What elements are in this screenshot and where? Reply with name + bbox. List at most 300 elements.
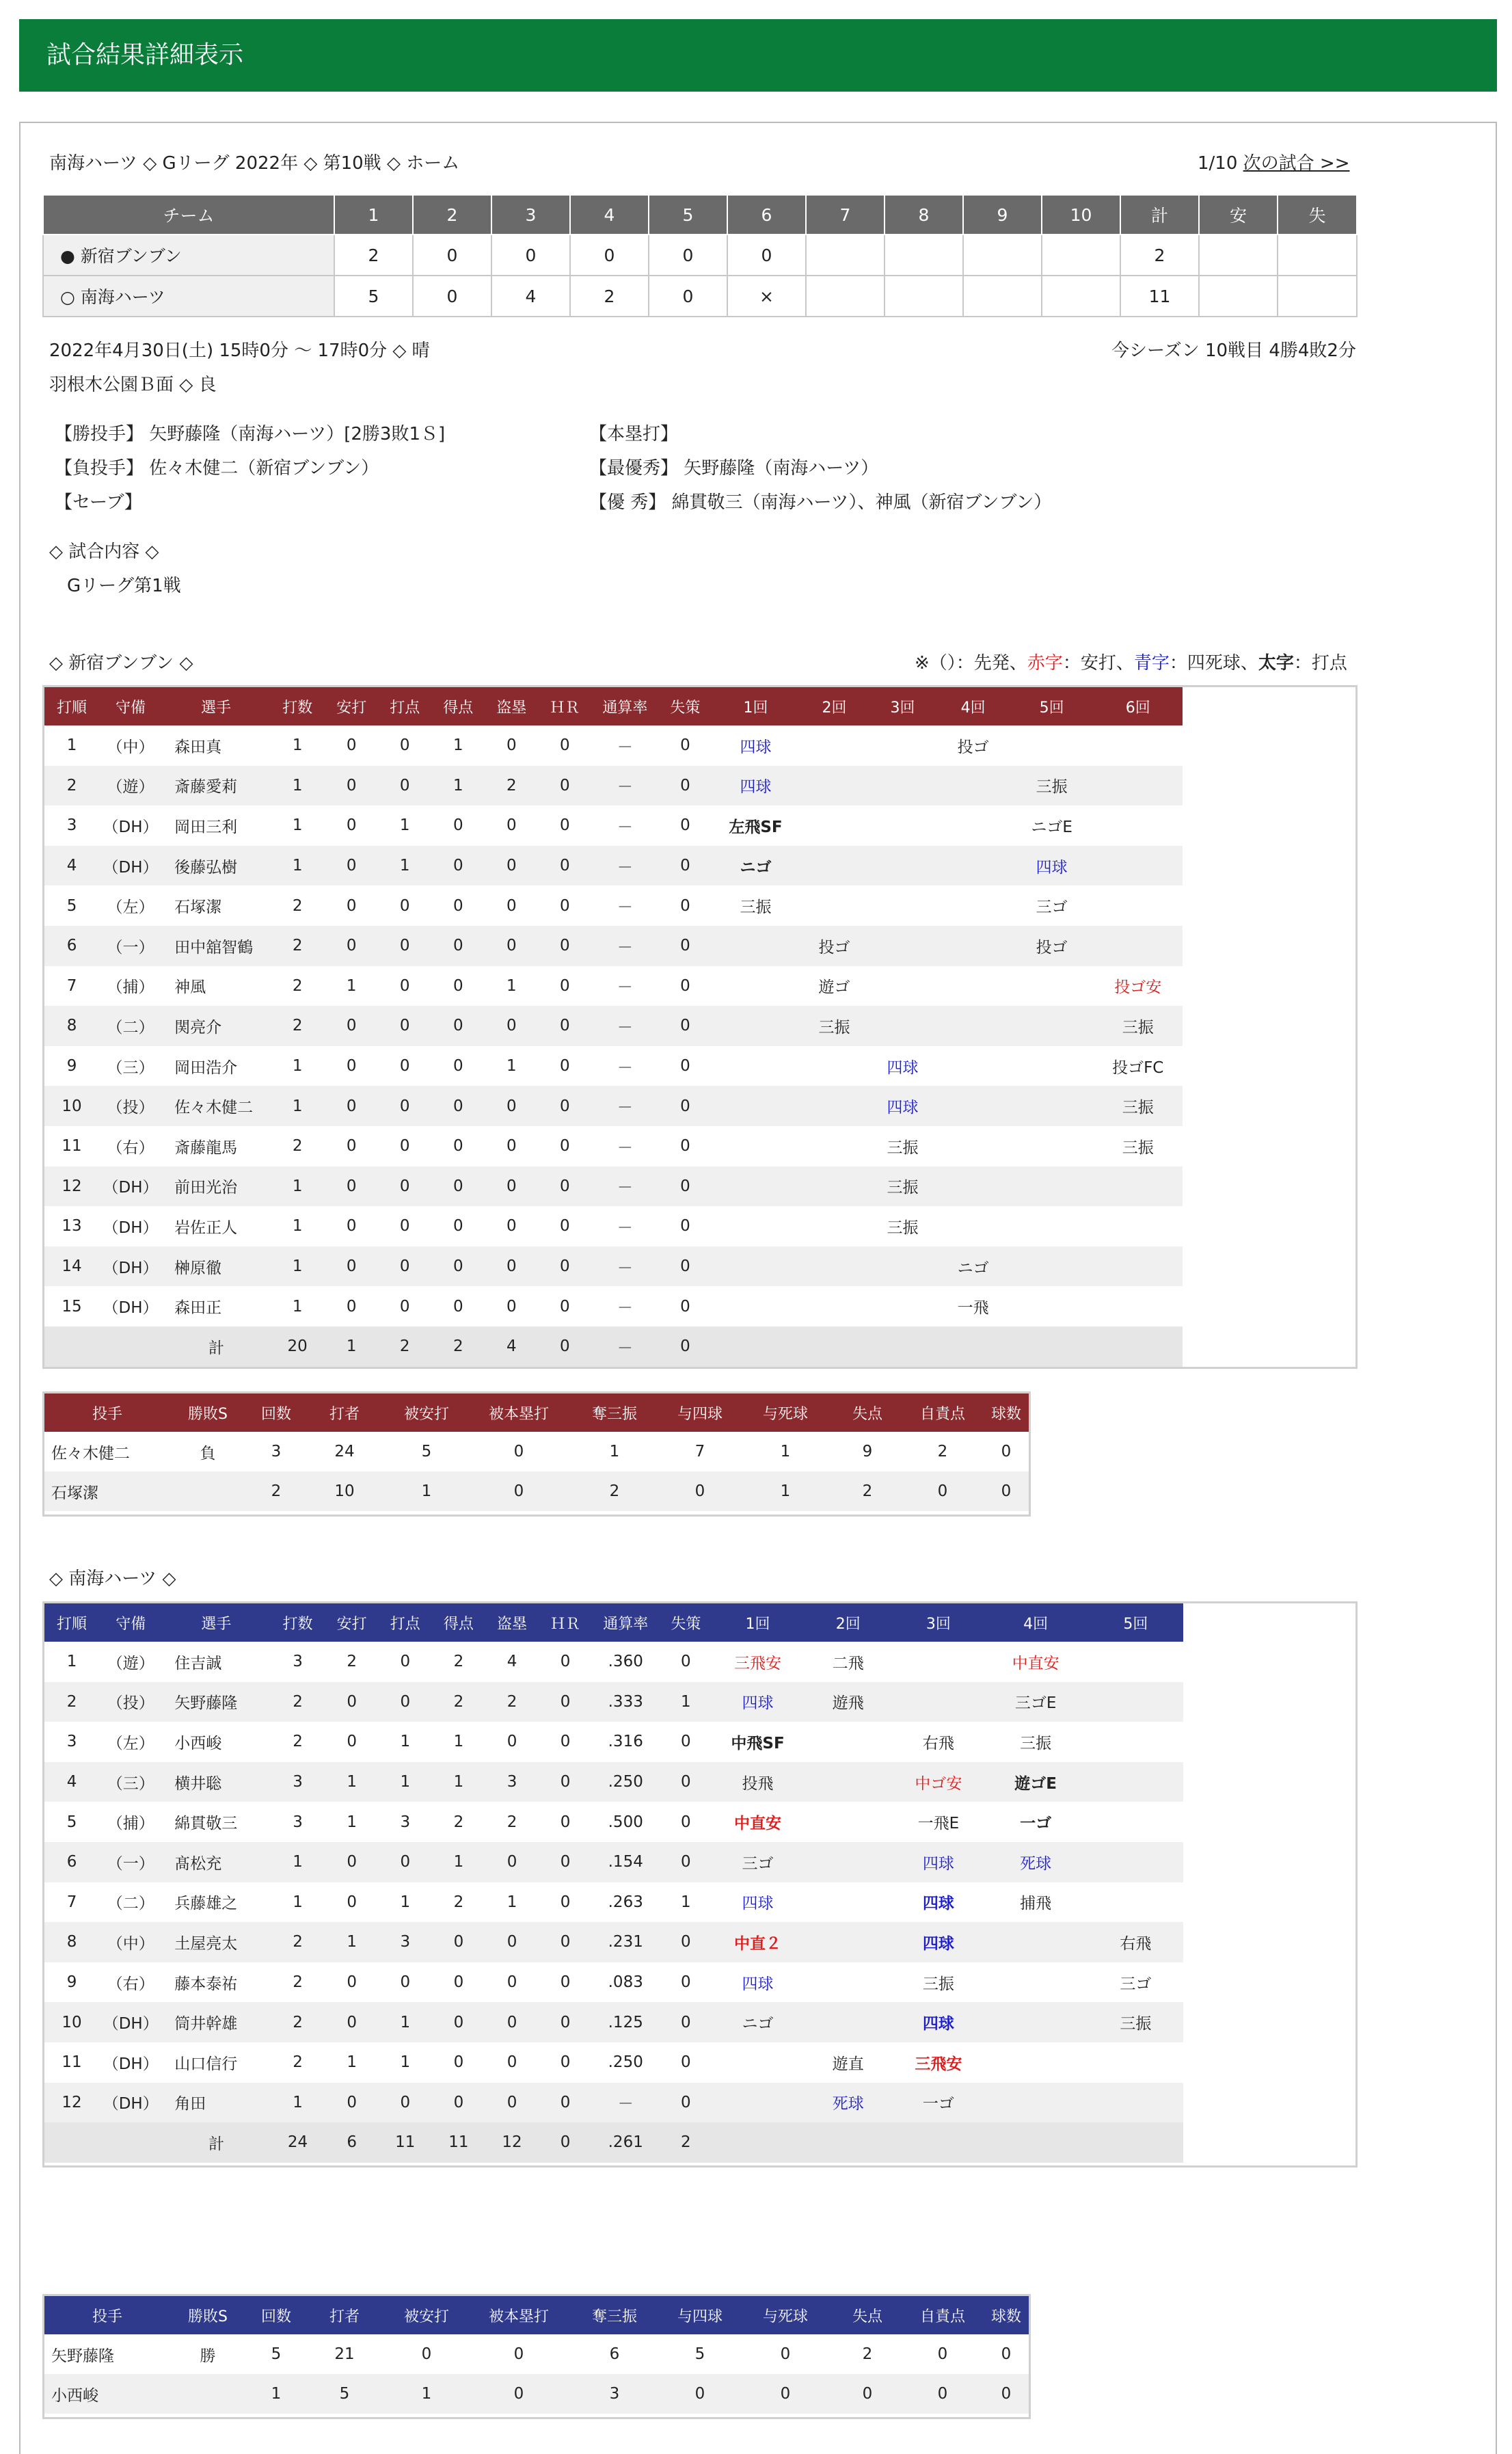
batting-stat: 0: [325, 1842, 379, 1882]
batting-stat: 4: [507, 1653, 517, 1671]
batting-stat: －: [591, 926, 658, 966]
batting-stat: 0: [485, 1006, 538, 1046]
batting-stat: －: [592, 2083, 659, 2123]
game-header-line: 南海ハーツ ◇ Gリーグ 2022年 ◇ 第10戦 ◇ ホーム: [49, 153, 460, 174]
batting-stat: 0: [325, 2083, 379, 2123]
at-bat-result: 四球: [740, 738, 772, 756]
fielding-position: （遊）: [107, 1654, 154, 1672]
at-bat-result: [1094, 885, 1183, 926]
at-bat-result: 投飛: [712, 1762, 802, 1802]
batting-stat: 0: [560, 896, 570, 915]
batting-stat: 1: [399, 816, 410, 835]
batting-stat: 0: [325, 926, 378, 966]
batting-header-cell: 盗塁: [485, 1603, 539, 1642]
pitcher-row: [44, 1432, 1029, 1471]
batting-stat: 0: [680, 1217, 690, 1236]
batter-row: [44, 1722, 1355, 1762]
batting-stat: 0: [347, 1893, 357, 1911]
at-bat-result: [803, 1882, 893, 1923]
pitching-stat: 24: [334, 1443, 355, 1461]
batting-stat: 2: [271, 2002, 325, 2042]
win-pitcher: [55, 423, 445, 446]
batting-stat: 0: [431, 1006, 485, 1046]
pitching-stat: 1: [382, 2374, 471, 2414]
batting-stat: 0: [485, 1922, 539, 1962]
batting-header-cell: ＨＲ: [539, 1603, 592, 1642]
at-bat-result: ニゴE: [1031, 818, 1072, 836]
batting-header-cell: 2回: [799, 687, 869, 725]
fielding-position: （DH）: [103, 2055, 159, 2073]
player-name: 小西峻: [174, 1734, 222, 1752]
batting-stat: 0: [485, 1246, 538, 1287]
batting-stat: 0: [560, 1733, 571, 1751]
at-bat-result: 二飛: [832, 1654, 864, 1672]
batting-total-row: [44, 2122, 1355, 2163]
batting-stat: 0: [538, 766, 591, 806]
batting-stat: 0: [560, 976, 570, 995]
batting-stat: 0: [378, 1166, 431, 1207]
batting-stat: 0: [325, 2002, 379, 2042]
batting-stat: 1: [379, 2002, 432, 2042]
batter-row: [44, 926, 1355, 966]
batting-stat: 0: [681, 1733, 691, 1751]
batting-stat: －: [617, 818, 633, 836]
at-bat-result: [936, 1086, 1010, 1126]
total-empty-cell: [1094, 1326, 1183, 1367]
player-name: 榊原徹: [162, 1246, 270, 1287]
win-pitcher-value: 矢野藤隆（南海ハーツ）[2勝3敗1Ｓ]: [149, 424, 446, 444]
at-bat-result: [869, 846, 936, 886]
batting-stat: 0: [680, 976, 690, 995]
at-bat-result: 三振: [799, 1006, 869, 1046]
at-bat-result: [803, 1962, 893, 2003]
batting-header-cell: 選手: [162, 1603, 270, 1642]
at-bat-result: 中ゴ安: [893, 1762, 984, 1802]
pitching-stat: 0: [1001, 1443, 1012, 1461]
pitcher-row: [44, 2334, 1029, 2374]
pitching-stat: 0: [1001, 2345, 1012, 2363]
scoreboard-score-cell: [1042, 235, 1120, 276]
batting-stat: 0: [658, 1166, 712, 1207]
batting-stat: 0: [325, 1086, 378, 1126]
fielding-position: （捕）: [107, 1815, 154, 1833]
at-bat-result: [869, 1246, 936, 1287]
batting-stat: 0: [681, 1813, 691, 1831]
batting-stat: 0: [506, 736, 517, 755]
scoreboard-score-cell: [885, 276, 963, 317]
batting-stat: .263: [608, 1893, 643, 1911]
total-stat: .261: [592, 2122, 659, 2163]
batting-order: 11: [62, 1137, 82, 1156]
scoreboard-score-cell: 0: [491, 235, 570, 276]
at-bat-result: [799, 805, 869, 846]
batting-stat: .250: [608, 2053, 643, 2072]
batting-stat: 0: [485, 1086, 538, 1126]
at-bat-result: [984, 2083, 1088, 2123]
pitching-stat: 1: [382, 1471, 471, 1511]
batting-stat: 1: [400, 1733, 411, 1751]
at-bat-result: [1094, 1206, 1183, 1246]
at-bat-result: [1010, 1086, 1094, 1126]
at-bat-result: 中直安: [734, 1815, 782, 1833]
at-bat-result: 遊ゴ: [818, 978, 850, 997]
at-bat-result: 中直安: [1012, 1654, 1059, 1672]
batting-stat: 0: [485, 846, 538, 886]
page-title: 試合結果詳細表示: [46, 41, 244, 69]
at-bat-result: [1010, 725, 1094, 766]
player-name: 神風: [174, 978, 206, 997]
pitching-header-cell: 与四球: [662, 1393, 738, 1432]
batting-stat: －: [617, 1299, 633, 1318]
at-bat-result: [712, 1006, 799, 1046]
pitching-stat: 0: [984, 1471, 1029, 1511]
batting-stat: 0: [453, 1973, 464, 1992]
at-bat-result: 捕飛: [1020, 1895, 1052, 1913]
batting-stat: 1: [325, 1762, 379, 1802]
batting-stat: 0: [325, 1246, 378, 1287]
at-bat-result: [936, 966, 1010, 1006]
player-name: 斎藤愛莉: [162, 766, 270, 806]
venue-info: 羽根木公園Ｂ面 ◇ 良: [49, 375, 217, 395]
batting-header-cell: 打順: [44, 1603, 99, 1642]
at-bat-result: [936, 1206, 1010, 1246]
at-bat-result: [803, 2002, 893, 2042]
batting-stat: 0: [680, 1297, 690, 1316]
next-game-link[interactable]: 次の試合 >>: [1243, 153, 1350, 174]
batting-stat: 0: [506, 1297, 517, 1316]
game-pager: [1198, 152, 1350, 175]
batting-stat: 0: [346, 736, 357, 755]
batting-stat: 0: [507, 2053, 517, 2072]
fielding-position: （右）: [107, 1975, 154, 1993]
batting-stat: 0: [485, 2002, 539, 2042]
at-bat-result: [936, 846, 1010, 886]
batting-stat: 0: [659, 1762, 712, 1802]
at-bat-result: [893, 1682, 984, 1722]
batting-stat: 0: [453, 1217, 463, 1236]
batting-order: 6: [44, 1842, 99, 1882]
at-bat-result: 右飛: [922, 1734, 954, 1752]
batting-stat: 2: [292, 896, 303, 915]
batting-stat: 0: [378, 926, 431, 966]
batting-stat: 1: [681, 1893, 691, 1911]
at-bat-result: 三ゴ: [712, 1842, 802, 1882]
batter-row: [44, 1882, 1355, 1923]
batting-stat: 2: [270, 926, 325, 966]
player-name: 髙松充: [162, 1842, 270, 1882]
at-bat-result: 四球: [712, 1682, 802, 1722]
pitching-header-cell: 勝敗S: [170, 2296, 245, 2334]
mvp-label: 【最優秀】: [589, 458, 679, 479]
at-bat-result: 一ゴ: [893, 2083, 984, 2123]
at-bat-result: [869, 805, 936, 846]
batting-stat: 0: [658, 846, 712, 886]
batting-order: 8: [44, 1922, 99, 1962]
at-bat-result: 三ゴE: [984, 1682, 1088, 1722]
batting-order: 9: [66, 1057, 77, 1076]
at-bat-result: 四球: [742, 1975, 774, 1993]
legend-bold: 太字: [1258, 653, 1294, 673]
batting-header-cell: 4回: [936, 687, 1010, 725]
pitching-stat: 0: [902, 1471, 984, 1511]
pitching-stat: 3: [271, 1443, 282, 1461]
at-bat-result: [936, 1046, 1010, 1086]
batting-stat: .250: [592, 1762, 659, 1802]
scoreboard-score-cell: 0: [649, 276, 727, 317]
batting-stat: 1: [378, 846, 431, 886]
batting-stat: 1: [292, 1217, 303, 1236]
scoreboard-header-cell: 6: [727, 195, 806, 235]
at-bat-result: [1010, 1046, 1094, 1086]
batting-stat: 0: [432, 2083, 485, 2123]
batting-stat: 2: [293, 1973, 303, 1992]
batting-stat: 0: [681, 1973, 691, 1992]
batting-order: 5: [66, 896, 77, 915]
batting-stat: －: [617, 1058, 633, 1077]
batting-header-cell: 4回: [984, 1603, 1088, 1642]
at-bat-result: ニゴ: [712, 2002, 802, 2042]
fielding-position: （DH）: [103, 1299, 159, 1318]
batter-row: [44, 1922, 1355, 1962]
batter-row: [44, 805, 1355, 846]
player-name: 関亮介: [162, 1006, 270, 1046]
batting-stat: 0: [432, 2002, 485, 2042]
pitching-header-cell: 奪三振: [567, 2296, 662, 2334]
at-bat-result: [1088, 1882, 1183, 1923]
batting-stat: 0: [399, 1137, 410, 1156]
batting-stat: 0: [325, 1006, 378, 1046]
pitching-header-cell: 奪三振: [567, 1393, 662, 1432]
excellent-players: [589, 491, 1051, 514]
scoreboard-header-cell: 安: [1199, 195, 1278, 235]
batter-row: [44, 1842, 1355, 1882]
pitching-stat: 2: [245, 1471, 307, 1511]
page-header: [19, 19, 1497, 92]
batter-row: [44, 1006, 1355, 1046]
batting-stat: 2: [432, 1682, 485, 1722]
batting-stat: 1: [507, 1893, 517, 1911]
batting-stat: 0: [507, 1733, 517, 1751]
batting-order: 8: [44, 1006, 99, 1046]
scoreboard-score-cell: [1278, 235, 1357, 276]
batting-order: 2: [44, 1682, 99, 1722]
batting-stat: 0: [560, 816, 570, 835]
scoreboard-score-cell: ×: [727, 276, 806, 317]
batting-stat: 3: [485, 1762, 539, 1802]
batting-header-cell: 打点: [379, 1603, 432, 1642]
pitching-stat: 5: [271, 2345, 282, 2363]
scoreboard-header-cell: 5: [649, 195, 727, 235]
pitching-header-cell: 投手: [44, 2296, 170, 2334]
at-bat-result: 三振: [887, 1138, 919, 1157]
at-bat-result: [799, 1246, 869, 1287]
total-empty-cell: [1010, 1326, 1094, 1367]
at-bat-result: [869, 966, 936, 1006]
batting-stat: 0: [399, 896, 410, 915]
at-bat-result: 中飛SF: [731, 1734, 785, 1752]
batting-stat: 0: [659, 1842, 712, 1882]
content-text: Gリーグ第1戦: [67, 576, 181, 596]
total-stat: 2: [659, 2122, 712, 2163]
total-stat: 6: [325, 2122, 379, 2163]
at-bat-result: 投ゴFC: [1112, 1058, 1164, 1077]
at-bat-result: [803, 1802, 893, 1842]
batting-order: 15: [62, 1297, 82, 1316]
batting-stat: 0: [659, 2083, 712, 2123]
player-name: 後藤弘樹: [162, 846, 270, 886]
batting-stat: 0: [346, 1137, 357, 1156]
scoreboard-header-cell: 4: [570, 195, 649, 235]
batter-row: [44, 885, 1355, 926]
batting-stat: 1: [431, 766, 485, 806]
batting-order: 4: [44, 1762, 99, 1802]
scoreboard-header-cell: 2: [413, 195, 491, 235]
batting-stat: 0: [378, 766, 431, 806]
batting-stat: 0: [325, 1682, 379, 1722]
pitcher-result: 負: [200, 1444, 216, 1463]
at-bat-result: 三振: [869, 1166, 936, 1207]
batter-row: [44, 2002, 1355, 2042]
pitcher-result: 勝: [200, 2347, 216, 2365]
batting-stat: 2: [271, 1922, 325, 1962]
batting-total-row: [44, 1326, 1355, 1367]
at-bat-result: [869, 766, 936, 806]
batting-header-cell: 通算率: [592, 1603, 659, 1642]
total-stat: 20: [270, 1326, 325, 1367]
legend-red: 赤字: [1027, 653, 1063, 673]
pitching-stat: 0: [662, 2374, 738, 2414]
batting-header-cell: 安打: [325, 1603, 379, 1642]
at-bat-result: 三振: [1122, 1138, 1154, 1157]
batting-stat: 0: [680, 736, 690, 755]
at-bat-result: 三振: [1088, 2002, 1183, 2042]
total-empty-cell: [799, 1326, 869, 1367]
batting-header-cell: 打点: [378, 687, 431, 725]
total-stat: 2: [378, 1326, 431, 1367]
legend-prefix: ※（）：先発、: [915, 653, 1027, 673]
pitching-stat: 0: [984, 2374, 1029, 2414]
at-bat-result: [799, 1286, 869, 1326]
batting-stat: 0: [560, 1893, 571, 1911]
pitching-header-cell: 打者: [307, 2296, 382, 2334]
batting-stat: 0: [485, 1842, 539, 1882]
batter-row: [44, 725, 1355, 766]
pitching-stat: 0: [513, 2345, 524, 2363]
batting-stat: 0: [539, 2083, 592, 2123]
pitching-stat: 1: [738, 1471, 833, 1511]
total-stat: 11: [432, 2122, 485, 2163]
excellent-label: 【優 秀】: [589, 492, 666, 513]
page-counter: 1/10: [1198, 153, 1238, 174]
batting-stat: .125: [592, 2002, 659, 2042]
batting-stat: 0: [506, 896, 517, 915]
pitching-stat: 5: [694, 2345, 705, 2363]
home-batting-table: [44, 1603, 1355, 2163]
scoreboard-score-cell: 0: [727, 235, 806, 276]
batting-stat: 0: [453, 1137, 463, 1156]
batting-stat: 0: [658, 1086, 712, 1126]
batting-stat: 0: [538, 1246, 591, 1287]
scoreboard-header-cell: 計: [1120, 195, 1199, 235]
batting-stat: －: [617, 978, 633, 997]
at-bat-result: 三振: [922, 1975, 954, 1993]
total-label: 計: [99, 2122, 270, 2163]
batting-stat: 0: [379, 2083, 432, 2123]
batting-order: 11: [62, 2053, 82, 2072]
at-bat-result: [869, 725, 936, 766]
at-bat-result: 三飛安: [915, 2055, 962, 2073]
batting-stat: 0: [658, 766, 712, 806]
batting-stat: 0: [507, 1973, 517, 1992]
scoreboard-score-cell: [1199, 276, 1278, 317]
batting-stat: －: [591, 1166, 658, 1207]
batting-header-cell: 打順: [44, 687, 99, 725]
at-bat-result: [1010, 1206, 1094, 1246]
pitching-header-cell: 失点: [833, 1393, 902, 1432]
batting-stat: .231: [592, 1922, 659, 1962]
at-bat-result: [712, 926, 799, 966]
at-bat-result: 三振: [740, 898, 772, 917]
pitching-stat: 0: [513, 1443, 524, 1461]
batter-row: [44, 2083, 1355, 2123]
batting-stat: .154: [592, 1842, 659, 1882]
batting-stat: 3: [271, 1762, 325, 1802]
fielding-position: （DH）: [103, 818, 159, 836]
batting-stat: 0: [538, 1166, 591, 1207]
batter-row: [44, 846, 1355, 886]
pitcher-row: [44, 1471, 1029, 1511]
pitcher-name: 小西峻: [44, 2374, 170, 2414]
batting-stat: 0: [506, 1137, 517, 1156]
scoreboard-score-cell: 2: [1120, 235, 1199, 276]
at-bat-result: [936, 805, 1010, 846]
at-bat-result: ニゴ: [936, 1246, 1010, 1287]
batting-stat: 0: [378, 1086, 431, 1126]
pitching-stat: 0: [738, 2374, 833, 2414]
at-bat-result: [984, 1922, 1088, 1962]
scoreboard-score-cell: 0: [649, 235, 727, 276]
at-bat-result: 左飛SF: [729, 818, 783, 836]
fielding-position: （DH）: [99, 1246, 162, 1287]
player-name: 岩佐正人: [174, 1218, 238, 1237]
batting-stat: －: [591, 846, 658, 886]
batting-order: 6: [44, 926, 99, 966]
lose-pitcher-label: 【負投手】: [55, 458, 144, 479]
scoreboard-header-cell: 1: [334, 195, 413, 235]
pitching-stat: 0: [937, 2345, 948, 2363]
batting-stat: 1: [453, 1733, 464, 1751]
batting-stat: 2: [292, 976, 303, 995]
batting-stat: .333: [592, 1682, 659, 1722]
batter-row: [44, 1086, 1355, 1126]
away-pitching-table: [44, 1393, 1029, 1511]
batting-stat: 0: [539, 1842, 592, 1882]
total-stat: 0: [658, 1326, 712, 1367]
batting-stat: 0: [453, 976, 463, 995]
at-bat-result: [803, 1842, 893, 1882]
at-bat-result: [1010, 1126, 1094, 1166]
pitching-header-cell: 被安打: [382, 2296, 471, 2334]
batting-stat: 1: [271, 2083, 325, 2123]
batting-stat: 0: [453, 1297, 463, 1316]
batter-row: [44, 1802, 1355, 1842]
batting-stat: 2: [507, 1813, 517, 1831]
pitching-stat: 0: [471, 1471, 567, 1511]
batting-stat: 0: [560, 1137, 570, 1156]
at-bat-result: [1094, 926, 1183, 966]
batting-header-cell: 選手: [162, 687, 270, 725]
batting-stat: 2: [270, 1006, 325, 1046]
